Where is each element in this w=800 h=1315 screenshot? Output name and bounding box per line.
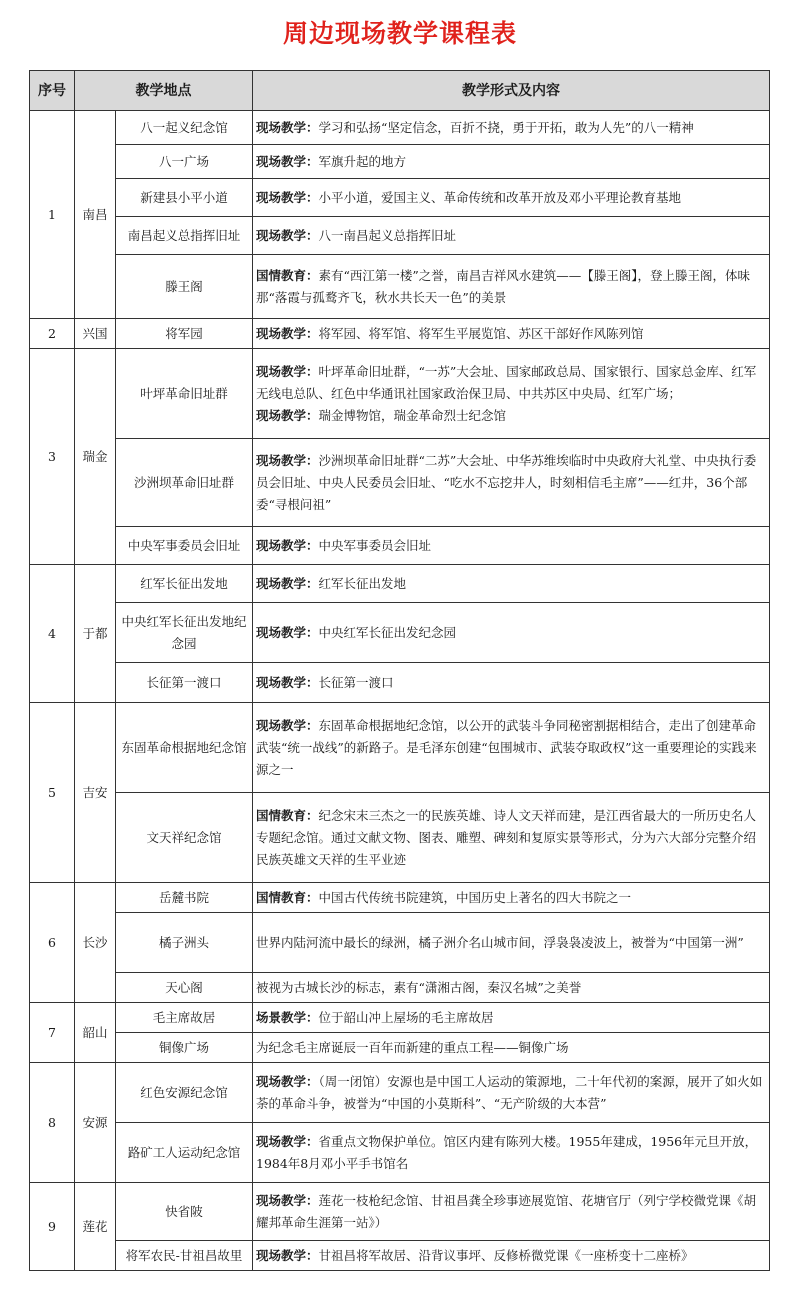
row-number: 9 xyxy=(30,1183,75,1271)
content-cell xyxy=(253,703,770,793)
row-number: 4 xyxy=(30,565,75,703)
header-place: 教学地点 xyxy=(75,71,253,111)
table-row xyxy=(30,1241,770,1271)
city-cell: 韶山 xyxy=(75,1003,116,1063)
city-cell: 瑞金 xyxy=(75,349,116,565)
table-row xyxy=(30,1033,770,1063)
teaching-content-text: 为纪念毛主席诞辰一百年而新建的重点工程——铜像广场 xyxy=(256,1039,569,1055)
content-cell xyxy=(253,793,770,883)
teaching-content-text: 小平小道，爱国主义、革命传统和改革开放及邓小平理论教育基地 xyxy=(318,189,682,205)
teaching-type-label: 现场教学： xyxy=(256,1247,319,1263)
teaching-type-label: 现场教学： xyxy=(256,1133,319,1149)
site-cell: 铜像广场 xyxy=(116,1033,253,1063)
teaching-content-text: 东固革命根据地纪念馆，以公开的武装斗争同秘密割据相结合，走出了创建革命武装“统一战线”的新路子。是毛泽东创建“包围城市、武装夺取政权”这一重要理论的实践来源之一 xyxy=(256,717,757,777)
teaching-type-label: 国情教育： xyxy=(256,889,319,905)
table-row xyxy=(30,1063,770,1123)
teaching-content-text: 世界内陆河流中最长的绿洲，橘子洲介名山城市间，浮袅袅凌波上，被誉为“中国第一洲” xyxy=(256,934,744,950)
table-row xyxy=(30,1003,770,1033)
teaching-type-label: 现场教学： xyxy=(256,1073,319,1089)
teaching-content-text: 瑞金博物馆，瑞金革命烈士纪念馆 xyxy=(318,407,507,423)
site-cell: 滕王阁 xyxy=(116,255,253,319)
table-row xyxy=(30,439,770,527)
table-row xyxy=(30,255,770,319)
teaching-content-text: 中央军事委员会旧址 xyxy=(318,537,432,553)
row-number: 2 xyxy=(30,319,75,349)
teaching-type-label: 现场教学： xyxy=(256,325,319,341)
table-row xyxy=(30,793,770,883)
teaching-type-label: 现场教学： xyxy=(256,1192,319,1208)
course-table xyxy=(29,70,770,1271)
table-row xyxy=(30,179,770,217)
teaching-content-text: 八一南昌起义总指挥旧址 xyxy=(318,227,457,243)
content-cell xyxy=(253,439,770,527)
table-row xyxy=(30,703,770,793)
teaching-content-text: 省重点文物保护单位。馆区内建有陈列大楼。1955年建成，1956年元旦开放，1984年8月邓小平手书馆名 xyxy=(256,1133,758,1171)
table-body xyxy=(30,111,770,1271)
teaching-type-label: 现场教学： xyxy=(256,537,319,553)
content-cell xyxy=(253,883,770,913)
content-cell xyxy=(253,255,770,319)
teaching-type-label: 现场教学： xyxy=(256,153,319,169)
teaching-type-label: 现场教学： xyxy=(256,119,319,135)
teaching-content-text: 学习和弘扬“坚定信念，百折不挠，勇于开拓，敢为人先”的八一精神 xyxy=(318,119,694,135)
city-cell: 吉安 xyxy=(75,703,116,883)
teaching-content-text: 位于韶山冲上屋场的毛主席故居 xyxy=(318,1009,494,1025)
site-cell: 毛主席故居 xyxy=(116,1003,253,1033)
content-cell xyxy=(253,1003,770,1033)
row-number: 7 xyxy=(30,1003,75,1063)
header-row xyxy=(30,71,770,111)
teaching-type-label: 国情教育： xyxy=(256,807,319,823)
table-row xyxy=(30,111,770,145)
site-cell: 天心阁 xyxy=(116,973,253,1003)
teaching-type-label: 现场教学： xyxy=(256,227,319,243)
content-cell xyxy=(253,179,770,217)
teaching-content-text: 军旗升起的地方 xyxy=(318,153,407,169)
city-cell: 兴国 xyxy=(75,319,116,349)
content-cell xyxy=(253,349,770,439)
site-cell: 将军园 xyxy=(116,319,253,349)
teaching-type-label: 国情教育： xyxy=(256,267,319,283)
row-number: 8 xyxy=(30,1063,75,1183)
teaching-type-label: 现场教学： xyxy=(256,624,319,640)
site-cell: 红色安源纪念馆 xyxy=(116,1063,253,1123)
site-cell: 橘子洲头 xyxy=(116,913,253,973)
teaching-content-text: 被视为古城长沙的标志，素有“潇湘古阁，秦汉名城”之美誉 xyxy=(256,979,582,995)
teaching-content-text: 纪念宋末三杰之一的民族英雄、诗人文天祥而建，是江西省最大的一所历史名人专题纪念馆。通过文献文物、图表、雕塑、碑刻和复原实景等形式，分为六大部分完整介绍民族英雄文天祥的生平业迹 xyxy=(256,807,757,867)
teaching-type-label: 现场教学： xyxy=(256,717,319,733)
content-cell xyxy=(253,603,770,663)
site-cell: 新建县小平小道 xyxy=(116,179,253,217)
content-cell xyxy=(253,565,770,603)
table-row xyxy=(30,603,770,663)
city-cell: 莲花 xyxy=(75,1183,116,1271)
teaching-content-text: 红军长征出发地 xyxy=(318,575,407,591)
city-cell: 于都 xyxy=(75,565,116,703)
teaching-content-text: 莲花一枝枪纪念馆、甘祖昌龚全珍事迹展览馆、花塘官厅（列宁学校微党课《胡耀邦革命生涯第一站》） xyxy=(256,1192,757,1230)
teaching-content-text: 中央红军长征出发纪念园 xyxy=(318,624,457,640)
content-cell xyxy=(253,1183,770,1241)
table-row xyxy=(30,1123,770,1183)
table-row xyxy=(30,145,770,179)
content-cell xyxy=(253,973,770,1003)
table-row xyxy=(30,527,770,565)
content-cell xyxy=(253,913,770,973)
site-cell: 岳麓书院 xyxy=(116,883,253,913)
teaching-type-label: 场景教学： xyxy=(256,1009,319,1025)
site-cell: 八一广场 xyxy=(116,145,253,179)
header-content: 教学形式及内容 xyxy=(253,71,770,111)
row-number: 5 xyxy=(30,703,75,883)
row-number: 6 xyxy=(30,883,75,1003)
site-cell: 快省陂 xyxy=(116,1183,253,1241)
table-row xyxy=(30,973,770,1003)
site-cell: 路矿工人运动纪念馆 xyxy=(116,1123,253,1183)
teaching-content-text: 长征第一渡口 xyxy=(318,674,394,690)
content-cell xyxy=(253,217,770,255)
site-cell: 中央红军长征出发地纪念园 xyxy=(116,603,253,663)
teaching-type-label: 现场教学： xyxy=(256,674,319,690)
city-cell: 长沙 xyxy=(75,883,116,1003)
content-cell xyxy=(253,1123,770,1183)
site-cell: 东固革命根据地纪念馆 xyxy=(116,703,253,793)
teaching-type-label: 现场教学： xyxy=(256,407,319,423)
teaching-type-label: 现场教学： xyxy=(256,452,319,468)
site-cell: 将军农民-甘祖昌故里 xyxy=(116,1241,253,1271)
teaching-content-text: 甘祖昌将军故居、沿背议事坪、反修桥微党课《一座桥变十二座桥》 xyxy=(318,1247,694,1263)
table-row xyxy=(30,319,770,349)
content-cell xyxy=(253,145,770,179)
site-cell: 八一起义纪念馆 xyxy=(116,111,253,145)
site-cell: 文天祥纪念馆 xyxy=(116,793,253,883)
table-row xyxy=(30,883,770,913)
teaching-content-text: 沙洲坝革命旧址群“二苏”大会址、中华苏维埃临时中央政府大礼堂、中央执行委员会旧址、中央人民委员会旧址、“吃水不忘挖井人，时刻相信毛主席”——红井，36个部委“寻根问祖” xyxy=(256,452,757,512)
table-row xyxy=(30,349,770,439)
site-cell: 叶坪革命旧址群 xyxy=(116,349,253,439)
teaching-type-label: 现场教学： xyxy=(256,363,319,379)
table-row xyxy=(30,217,770,255)
teaching-content-text: （周一闭馆）安源也是中国工人运动的策源地，二十年代初的案源，展开了如火如荼的革命斗争，被誉为“中国的小莫斯科”、“无产阶级的大本营” xyxy=(256,1073,763,1111)
site-cell: 中央军事委员会旧址 xyxy=(116,527,253,565)
row-number: 3 xyxy=(30,349,75,565)
content-cell xyxy=(253,663,770,703)
teaching-content-text: 素有“西江第一楼”之誉，南昌吉祥风水建筑——【滕王阁】，登上滕王阁，体味那“落霞与孤鹜齐飞，秋水共长天一色”的美景 xyxy=(256,267,751,305)
content-cell xyxy=(253,527,770,565)
site-cell: 沙洲坝革命旧址群 xyxy=(116,439,253,527)
table-row xyxy=(30,663,770,703)
content-cell xyxy=(253,1033,770,1063)
city-cell: 南昌 xyxy=(75,111,116,319)
table-row xyxy=(30,913,770,973)
header-no: 序号 xyxy=(30,71,75,111)
teaching-type-label: 现场教学： xyxy=(256,575,319,591)
content-cell xyxy=(253,319,770,349)
teaching-content-text: 叶坪革命旧址群，“一苏”大会址、国家邮政总局、国家银行、国家总金库、红军无线电总队、红色中华通讯社国家政治保卫局、中共苏区中央局、红军广场； xyxy=(256,363,757,401)
content-cell xyxy=(253,1063,770,1123)
content-cell xyxy=(253,111,770,145)
page-title: 周边现场教学课程表 xyxy=(282,19,517,48)
content-cell xyxy=(253,1241,770,1271)
site-cell: 长征第一渡口 xyxy=(116,663,253,703)
city-cell: 安源 xyxy=(75,1063,116,1183)
teaching-content-text: 中国古代传统书院建筑，中国历史上著名的四大书院之一 xyxy=(318,889,632,905)
site-cell: 红军长征出发地 xyxy=(116,565,253,603)
teaching-type-label: 现场教学： xyxy=(256,189,319,205)
table-row xyxy=(30,1183,770,1241)
table-row xyxy=(30,565,770,603)
site-cell: 南昌起义总指挥旧址 xyxy=(116,217,253,255)
teaching-content-text: 将军园、将军馆、将军生平展览馆、苏区干部好作风陈列馆 xyxy=(318,325,644,341)
row-number: 1 xyxy=(30,111,75,319)
